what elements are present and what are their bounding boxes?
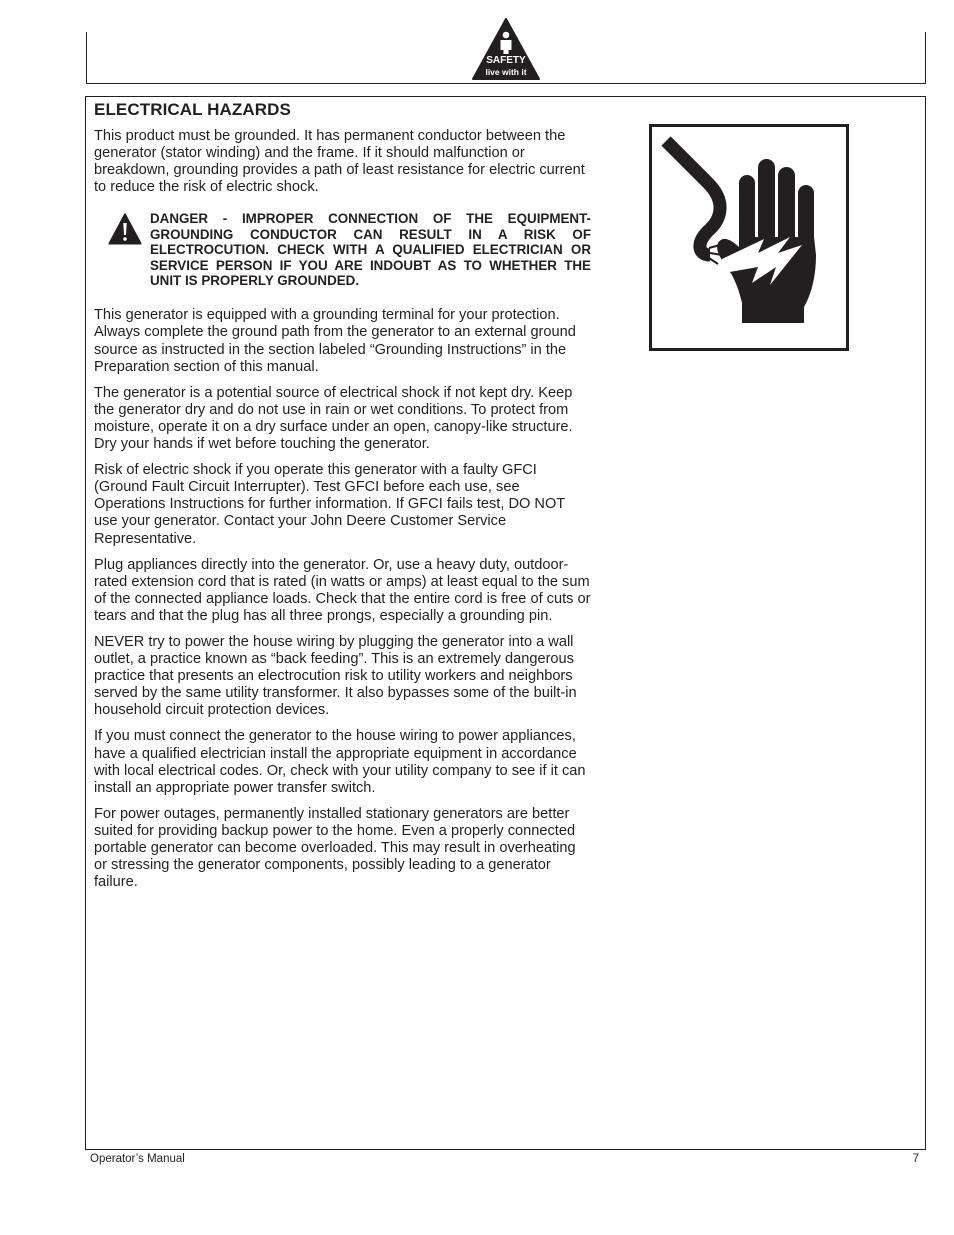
paragraph-power-outages: For power outages, permanently installed stationary generators are better suited for providing backup power to the home. Even a properly connected portable generator can become overloaded. This may result in overheating or stressing the generator components, possibly leading to a generator failure.	[94, 805, 576, 891]
paragraph-transfer-switch: If you must connect the generator to the house wiring to power appliances, have a qualified electrician install the appropriate equipment in accordance with local electrical codes. Or, check with your utility company to see if it can install an appropriate power transfer switch.	[94, 728, 586, 796]
electric-shock-hand-icon	[652, 127, 846, 348]
paragraph-grounding-terminal: This generator is equipped with a grounding terminal for your protection. Always complete the ground path from the generator to an external ground source as instructed in the section labeled “Grounding Instructions” in the Preparation section of this manual.	[94, 307, 576, 375]
electric-shock-hazard-image	[649, 124, 849, 351]
danger-text: DANGER - IMPROPER CONNECTION OF THE EQUIPMENT-GROUNDING CONDUCTOR CAN RESULT IN A RISK OF ELECTROCUTION. CHECK WITH A QUALIFIED ELECTRICIAN OR SERVICE PERSON IF YOU ARE INDOUBT AS TO WHETHER THE UNIT IS PROPERLY GROUNDED.	[150, 211, 591, 288]
paragraph-back-feeding: NEVER try to power the house wiring by plugging the generator into a wall outlet, a practice known as “back feeding”. This is an extremely dangerous practice that presents an electrocution risk to utility workers and neighbors served by the same utility transformer. It also bypasses some of the built-in household circuit protection devices.	[94, 633, 577, 719]
safety-logo-line1: SAFETY	[486, 55, 526, 66]
text-column	[94, 128, 591, 900]
page-number: 7	[912, 1153, 919, 1165]
safety-logo	[471, 18, 541, 81]
safety-person-icon	[471, 18, 541, 81]
section-title: ELECTRICAL HAZARDS	[94, 100, 291, 119]
paragraph-extension-cord: Plug appliances directly into the generator. Or, use a heavy duty, outdoor-rated extension cord that is rated (in watts or amps) at least equal to the sum of the connected appliance loads. Check that the entire cord is free of cuts or tears and that the plug has all three prongs, especially a grounding pin.	[94, 556, 591, 624]
danger-notice	[94, 211, 591, 289]
footer-manual-label: Operator’s Manual	[90, 1153, 185, 1165]
safety-logo-line2: live with it	[485, 67, 527, 77]
warning-triangle-icon	[108, 213, 142, 245]
paragraph-grounding: This product must be grounded. It has permanent conductor between the generator (stator winding) and the frame. If it should malfunction or breakdown, grounding provides a path of least resistance for electric current to reduce the risk of electric shock.	[94, 128, 585, 196]
paragraph-gfci: Risk of electric shock if you operate this generator with a faulty GFCI (Ground Fault Circuit Interrupter). Test GFCI before each use, see Operations Instructions for further information. If GFCI fails test, DO NOT use your generator. Contact your John Deere Customer Service Representative.	[94, 462, 565, 547]
paragraph-keep-dry: The generator is a potential source of electrical shock if not kept dry. Keep the generator dry and do not use in rain or wet conditions. To protect from moisture, operate it on a dry surface under an open, canopy-like structure. Dry your hands if wet before touching the generator.	[94, 384, 573, 453]
